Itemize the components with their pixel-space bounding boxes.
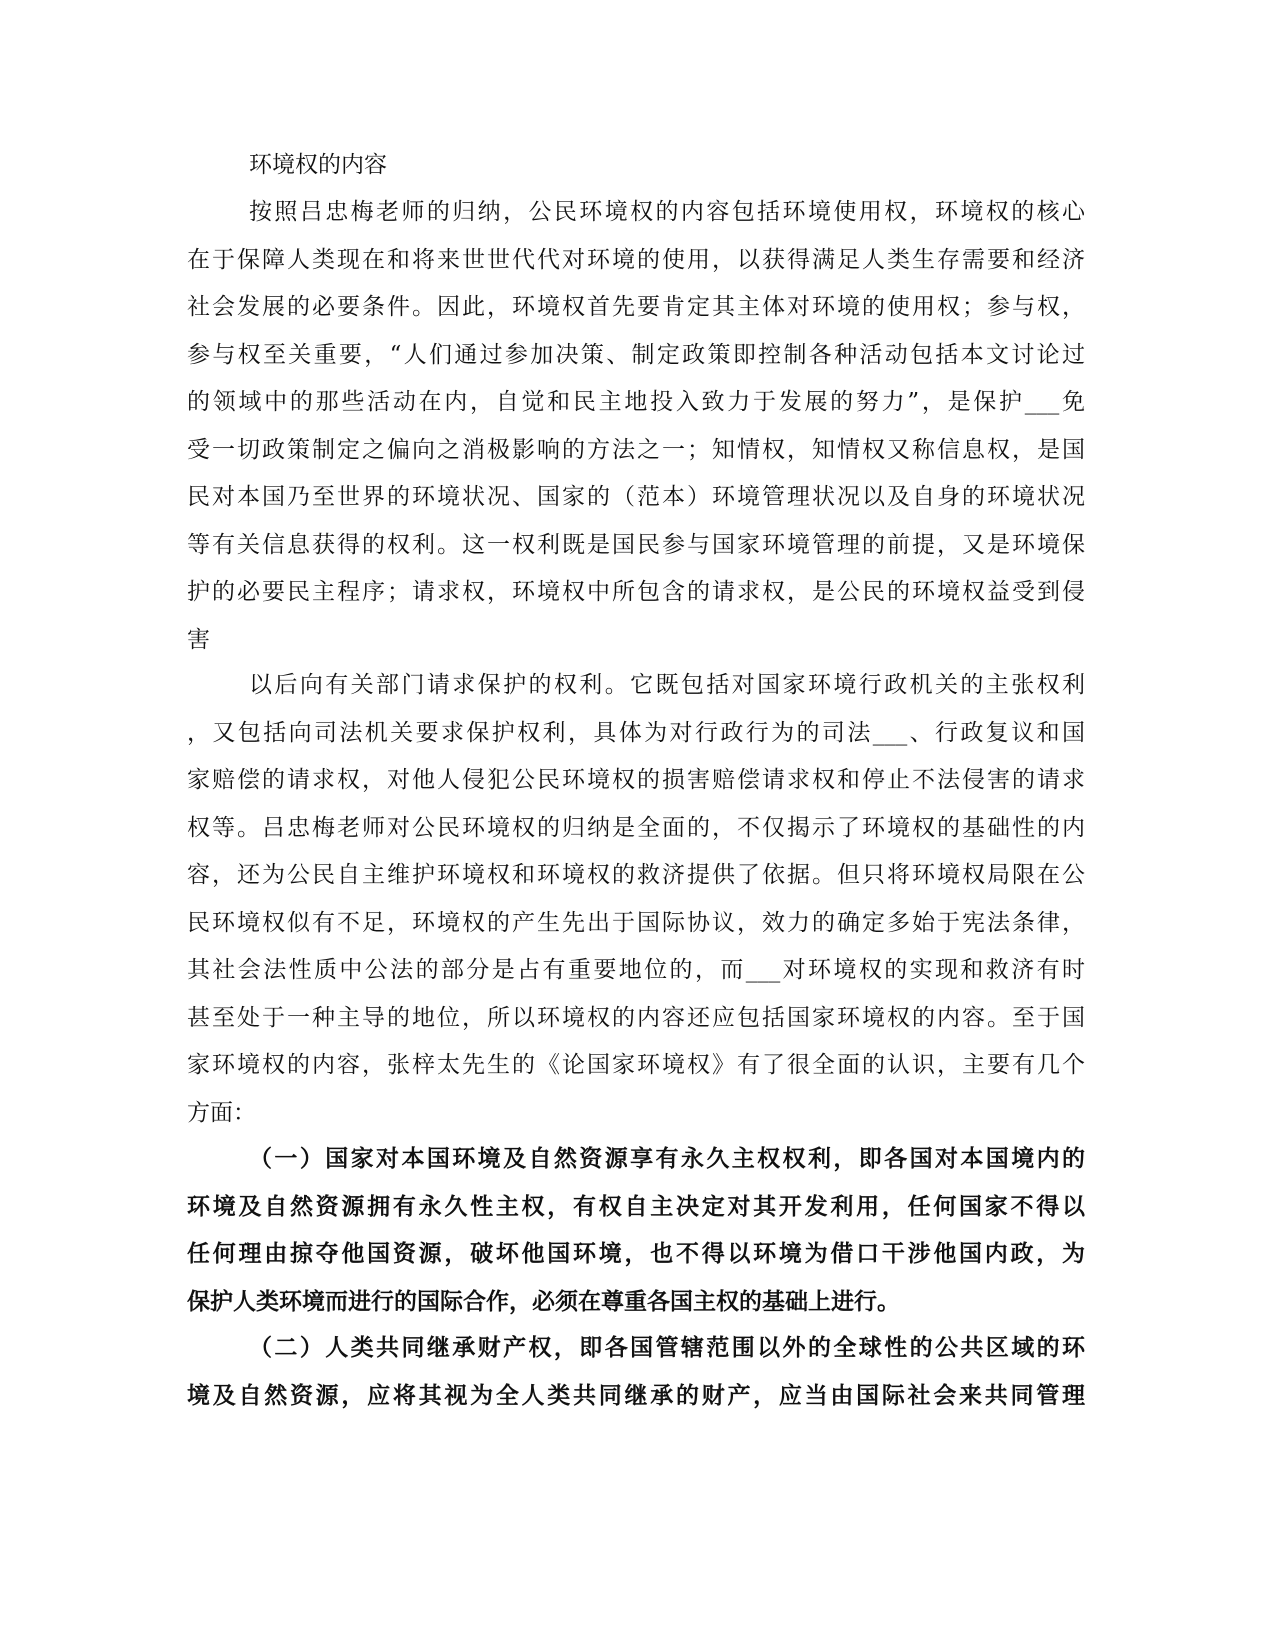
paragraph-line: （一）国家对本国环境及自然资源享有永久主权权利，即各国对本国境内的 <box>249 1145 1085 1172</box>
paragraph-line: 社会发展的必要条件。因此，环境权首先要肯定其主体对环境的使用权；参与权， <box>187 294 1085 320</box>
paragraph-line: 参与权至关重要，“人们通过参加决策、制定政策即控制各种活动包括本文讨论过 <box>187 341 1085 368</box>
paragraph-line: 害 <box>187 626 210 653</box>
paragraph-line: 境及自然资源，应将其视为全人类共同继承的财产，应当由国际社会来共同管理 <box>187 1381 1085 1409</box>
paragraph-line: 以后向有关部门请求保护的权利。它既包括对国家环境行政机关的主张权利 <box>249 672 1085 698</box>
paragraph-line: 民环境权似有不足，环境权的产生先出于国际协议，效力的确定多始于宪法条律， <box>187 909 1085 936</box>
paragraph-claim-rights <box>187 662 1085 1137</box>
list-item-sovereignty <box>187 1135 1085 1325</box>
paragraph-line: 民对本国乃至世界的环境状况、国家的（范本）环境管理状况以及自身的环境状况 <box>187 484 1085 510</box>
section-title <box>187 142 1085 190</box>
paragraph-citizen-rights <box>187 189 1085 664</box>
paragraph-line: ，又包括向司法机关要求保护权利，具体为对行政行为的司法___、行政复议和国 <box>187 719 1085 746</box>
paragraph-line: 方面： <box>187 1099 256 1126</box>
paragraph-line: 任何理由掠夺他国资源，破坏他国环境，也不得以环境为借口干涉他国内政，为 <box>187 1240 1085 1267</box>
section-title-text: 环境权的内容 <box>249 152 387 178</box>
paragraph-line: 家环境权的内容，张梓太先生的《论国家环境权》有了很全面的认识，主要有几个 <box>187 1052 1085 1078</box>
paragraph-line: 在于保障人类现在和将来世世代代对环境的使用，以获得满足人类生存需要和经济 <box>187 246 1085 273</box>
paragraph-line: 权等。吕忠梅老师对公民环境权的归纳是全面的，不仅揭示了环境权的基础性的内 <box>187 814 1085 841</box>
paragraph-line: 保护人类环境而进行的国际合作，必须在尊重各国主权的基础上进行。 <box>187 1287 900 1315</box>
paragraph-line: 受一切政策制定之偏向之消极影响的方法之一；知情权，知情权又称信息权，是国 <box>187 436 1085 463</box>
paragraph-line: 甚至处于一种主导的地位，所以环境权的内容还应包括国家环境权的内容。至于国 <box>187 1004 1085 1031</box>
paragraph-line: 护的必要民主程序；请求权，环境权中所包含的请求权，是公民的环境权益受到侵 <box>187 579 1085 605</box>
paragraph-line: 按照吕忠梅老师的归纳，公民环境权的内容包括环境使用权，环境权的核心 <box>249 199 1085 225</box>
paragraph-line: 家赔偿的请求权，对他人侵犯公民环境权的损害赔偿请求权和停止不法侵害的请求 <box>187 767 1085 793</box>
paragraph-line: （二）人类共同继承财产权，即各国管辖范围以外的全球性的公共区域的环 <box>249 1334 1085 1361</box>
paragraph-line: 其社会法性质中公法的部分是占有重要地位的，而___对环境权的实现和救济有时 <box>187 957 1085 983</box>
paragraph-line: 的领域中的那些活动在内，自觉和民主地投入致力于发展的努力”，是保护___免 <box>187 389 1085 415</box>
paragraph-line: 环境及自然资源拥有永久性主权，有权自主决定对其开发利用，任何国家不得以 <box>187 1192 1085 1220</box>
list-item-common-heritage <box>187 1324 1085 1419</box>
paragraph-line: 容，还为公民自主维护环境权和环境权的救济提供了依据。但只将环境权局限在公 <box>187 862 1085 888</box>
paragraph-line: 等有关信息获得的权利。这一权利既是国民参与国家环境管理的前提，又是环境保 <box>187 531 1085 558</box>
